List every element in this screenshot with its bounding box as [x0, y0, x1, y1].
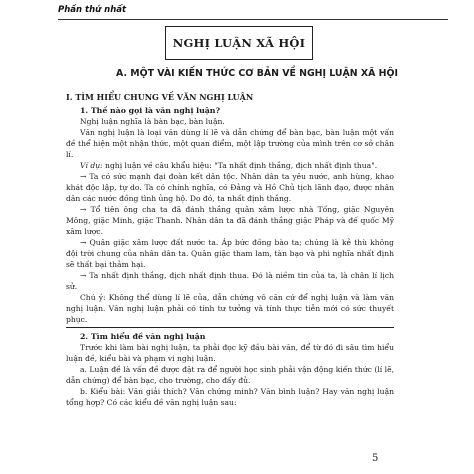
running-head: Phần thứ nhất [58, 5, 127, 15]
example-paragraph [66, 160, 394, 171]
argument-paragraph: → Tổ tiên ông cha ta đã đánh thắng quân xâm lược nhà Tống, giặc Nguyên Mông, giặc Minh, giặc Thanh. Nhân dân ta đã đánh thắng giặc Pháp và đế quốc Mỹ xâm lược. [66, 205, 394, 236]
argument-paragraph: → Ta nhất định thắng, địch nhất định thua. Đó là niềm tin của ta, là chân lí lịch sử. [66, 271, 394, 291]
chapter-title: NGHỊ LUẬN XÃ HỘI [172, 36, 306, 50]
subsection-heading-2: 2. Tìm hiểu đề văn nghị luận [80, 332, 206, 341]
paragraph: b. Kiểu bài: Văn giải thích? Văn chứng minh? Văn bình luận? Hay văn nghị luận tổng hợp? Có các kiểu đề văn nghị luận sau: [66, 387, 394, 407]
section-title: A. MỘT VÀI KIẾN THỨC CƠ BẢN VỀ NGHỊ LUẬN XÃ HỘI [116, 68, 398, 79]
part-heading: I. TÌM HIỂU CHUNG VỀ VĂN NGHỊ LUẬN [66, 92, 254, 102]
example-lead: Ví dụ: [80, 161, 103, 170]
example-text: nghị luận về câu khẩu hiệu: "Ta nhất định thắng, địch nhất định thua". [102, 161, 378, 170]
page-body [66, 91, 394, 408]
separator-rule [66, 327, 394, 328]
subsection-heading-1: 1. Thế nào gọi là văn nghị luận? [80, 106, 221, 115]
argument-paragraph: → Ta có sức mạnh đại đoàn kết dân tộc. Nhân dân ta yêu nước, anh hùng, khao khát độc lập, tự do. Ta có chính nghĩa, có Đảng và Hồ Chủ tịch lãnh đạo, được nhân dân các nước đồng tình ủng hộ. Do đó, ta nhất định thắng. [66, 172, 394, 203]
chapter-title-box [165, 26, 313, 60]
note-paragraph: Chú ý: Không thể dùng lí lẽ của, dẫn chứng vô căn cứ để nghị luận và làm văn nghị luận. Văn nghị luận phải có tính tư tưởng và tính thực tiễn mới có sức thuyết phục. [66, 293, 394, 324]
argument-paragraph: → Quân giặc xâm lược đất nước ta. Áp bức đồng bào ta; chúng là kẻ thù không đội trời chung của nhân dân ta. Quân giặc tham lam, tàn bạo và phi nghĩa nhất định sẽ thất bại thảm hại. [66, 238, 394, 269]
paragraph: Nghị luận nghĩa là bàn bạc, bàn luận. [80, 117, 225, 126]
header-rule [58, 19, 448, 20]
paragraph: Trước khi làm bài nghị luận, ta phải đọc kỹ đầu bài văn, để từ đó đi sâu tìm hiểu luận đề, kiểu bài và phạm vi nghị luận. [66, 343, 394, 363]
page-number: 5 [372, 453, 379, 464]
paragraph: a. Luận đề là vấn đề được đặt ra để người học sinh phải vận động kiến thức (lí lẽ, dẫn chứng) để bàn bạc, cho trường, cho đấy đủ. [66, 365, 394, 385]
paragraph: Văn nghị luận là loại văn dùng lí lẽ và dẫn chứng để bàn bạc, bàn luận một vấn đề thể hiện một nhận thức, một quan điểm, một lập trường của mình trên cơ sở chân lí. [66, 128, 394, 159]
